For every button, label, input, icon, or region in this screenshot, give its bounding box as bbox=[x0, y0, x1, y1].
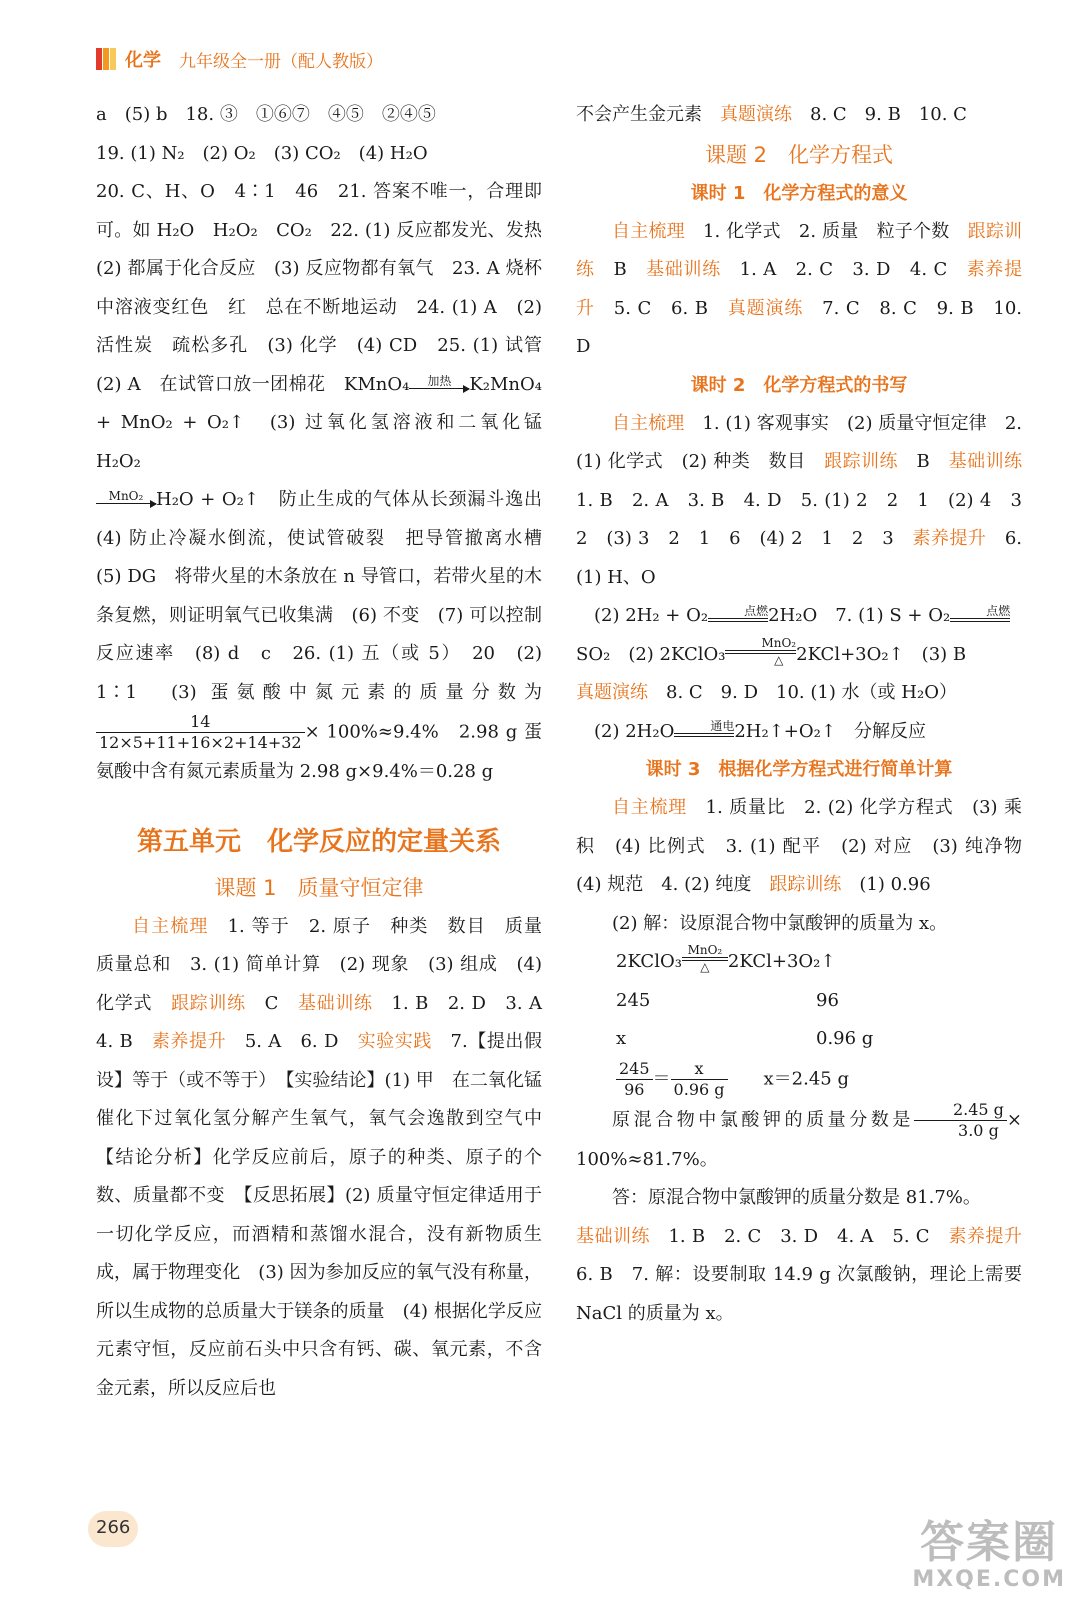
section-tag: 自主梳理 bbox=[612, 220, 685, 242]
left-column bbox=[96, 96, 561, 1408]
section-tag: 真题演练 bbox=[576, 682, 648, 703]
page-header bbox=[96, 44, 383, 74]
continued-line: 不会产生金元素 真题演练 8. C 9. B 10. C bbox=[576, 104, 967, 125]
fraction: $\frac{x}{0.96 g}$ bbox=[671, 1059, 728, 1100]
lesson-title: 课时 3 根据化学方程式进行简单计算 bbox=[645, 759, 953, 780]
section-tag: 基础训练 bbox=[646, 259, 721, 280]
header-book-title: 九年级全一册（配人教版） bbox=[179, 51, 383, 72]
fraction: $\frac{14}{12\times 5+11+16\times 2+14+32}$ bbox=[96, 712, 305, 753]
section-tag: 素养提升 bbox=[912, 528, 987, 549]
solution-line: (2) 解：设原混合物中氯酸钾的质量为 x。 bbox=[612, 912, 948, 934]
lesson-title: 课时 2 化学方程式的书写 bbox=[690, 374, 908, 396]
reaction-condition: 加热 bbox=[409, 375, 469, 389]
section-tag: 实验实践 bbox=[357, 1031, 432, 1052]
calc-row: x 0.96 g bbox=[616, 1028, 874, 1049]
section-tag: 自主梳理 bbox=[132, 915, 209, 937]
page-number: 266 bbox=[96, 1517, 131, 1538]
calc-equation: 2KClO₃ MnO₂ △ 2KCl+3O₂↑ bbox=[616, 943, 836, 974]
lesson-title: 课时 1 化学方程式的意义 bbox=[690, 182, 908, 204]
section-tag: 跟踪训练 bbox=[170, 992, 246, 1014]
unit-title: 第五单元 化学反应的定量关系 bbox=[136, 826, 501, 857]
section-tag: 基础训练 bbox=[576, 1225, 650, 1247]
percentage-line: 原混合物中氯酸钾的质量分数是 $\frac{2.45 g}{3.0 g}$ × 100%≈81.7%。 bbox=[576, 1099, 1022, 1170]
lesson3-more-answers: 基础训练 1. B 2. C 3. D 4. A 5. C 素养提升 6. B 7. 解：设要制取 14.9 g 次氯酸钠，理论上需要 NaCl 的质量为 x。 bbox=[576, 1225, 1023, 1324]
lesson3-answers: 自主梳理 1. 质量比 2. (2) 化学方程式 (3) 乘积 (4) 比例式 3. (1) 配平 (2) 对应 (3) 纯净物 (4) 规范 4. (2) 纯度 跟踪训练 (1) 0.96 bbox=[576, 797, 1040, 895]
section-tag: 跟踪训练 bbox=[576, 220, 1023, 280]
answer-line: a (5) b 18. ③ ①⑥⑦ ④⑤ ②④⑤ bbox=[96, 104, 436, 125]
header-subject: 化学 bbox=[125, 50, 161, 71]
ratio-line: $\frac{245}{96}$ ＝ $\frac{x}{0.96 g}$ x＝2.45 g bbox=[576, 1059, 1022, 1100]
section-tag: 基础训练 bbox=[297, 992, 373, 1014]
fraction: $\frac{245}{96}$ bbox=[616, 1059, 653, 1100]
answer-line: 19. (1) N₂ (2) O₂ (3) CO₂ (4) H₂O bbox=[96, 142, 428, 164]
reaction-condition: 点燃 bbox=[950, 605, 1010, 622]
topic1-answers: 自主梳理 1. 等于 2. 原子 种类 数目 质量 质量总和 3. (1) 简单计算 (2) 现象 (3) 组成 (4) 化学式 跟踪训练 C 基础训练 1. B 2. D 3. A 4. B 素养提升 5. A 6. D 实验实践 7.【提出假设】等于（或不等于） 【实验结论】(1) 甲 在二氧化锰催化下过氧化氢分解产生氧气，氧气会逸散到空气中 【结论分析】化学反应前后，原子的种类、原子的个数、质量都不变 【反思拓展】(2) 质量守恒定律适用于一切化学反应，而酒精和蒸馏水混合，没有新物质生成，属于物理变化 (3) 因为参加反应的氧气没有称量，所以生成物的总质量大于镁条的质量 (4) 根据化学反应元素守恒，反应前石头中只含有钙、碳、氧元素，不含金元素，所以反应后也 bbox=[96, 915, 561, 1399]
section-tag: 自主梳理 bbox=[612, 797, 687, 818]
section-tag: 自主梳理 bbox=[612, 412, 685, 434]
answer-paragraph: 20. C、H、O 4∶1 46 21. 答案不唯一，合理即可。如 H₂O H₂O₂ CO₂ 22. (1) 反应都发光、发热 (2) 都属于化合反应 (3) 反应物都有氧气 23. A 烧杯中溶液变红色 红 总在不断地运动 24. (1) A (2) 活性炭 疏松多孔 (3) 化学 (4) CD 25. (1) 试管 (2) A 在试管口放一团棉花 KMnO₄ 加热 K₂MnO₄ + MnO₂ + O₂↑ (3) 过氧化氢溶液和二氧化锰 H₂O₂ MnO₂ H₂O + O₂↑ 防止生成的气体从长颈漏斗逸出 (4) 防止冷凝水倒流，使试管破裂 把导管撤离水槽 (5) DG 将带火星的木条放在 n 导管口，若带火星的木条复燃，则证明氧气已收集满 (6) 不变 (7) 可以控制反应速率 (8) d c 26. (1) 五（或 5） 20 (2) 1∶1 (3) 蛋氨酸中氮元素的质量分数为 $\frac{14}{12\times 5+11+16\times 2+14+32}$ × 100%≈9.4% 2.98 g 蛋氨酸中含有氮元素质量为 2.98 g×9.4%＝0.28 g bbox=[96, 181, 561, 782]
lesson2-answers: 自主梳理 1. (1) 客观事实 (2) 质量守恒定律 2. (1) 化学式 (2) 种类 数目 跟踪训练 B 基础训练 1. B 2. A 3. B 4. D 5. (1) 2 2 1 (2) 4 3 2 (3) 3 2 1 6 (4) 2 1 2 3 素养提升 6. (1) H、O (2) 2H₂ + O₂ 点燃 2H₂O 7. (1) S + O₂ 点燃 SO₂ (2) 2KClO₃ MnO₂ △ 2KCl+3O₂↑ (3) B 真题演练 8. C 9. D 10. (1) 水（或 H₂O） (2) 2H₂O 通电 2H₂↑+O₂↑ 分解反应 bbox=[576, 412, 1040, 742]
lesson1-answers: 自主梳理 1. 化学式 2. 质量 粒子个数 跟踪训练 B 基础训练 1. A 2. C 3. D 4. C 素养提升 5. C 6. B 真题演练 7. C 8. C 9. B 10. D bbox=[576, 220, 1023, 357]
reaction-condition: MnO₂ △ bbox=[725, 637, 796, 667]
section-tag: 素养提升 bbox=[576, 259, 1023, 319]
reaction-condition: 点燃 bbox=[708, 605, 768, 622]
section-tag: 跟踪训练 bbox=[769, 874, 842, 895]
watermark-logo: 答案圈 MXQE.COM bbox=[912, 1517, 1066, 1592]
calc-row: 245 96 bbox=[616, 989, 839, 1011]
section-tag: 跟踪训练 bbox=[824, 451, 898, 472]
reaction-condition: MnO₂ △ bbox=[682, 944, 728, 974]
section-tag: 真题演练 bbox=[720, 104, 792, 125]
subject-logo-icon bbox=[96, 48, 117, 70]
section-tag: 真题演练 bbox=[727, 297, 804, 319]
section-tag: 素养提升 bbox=[151, 1031, 227, 1052]
fraction: $\frac{2.45 g}{3.0 g}$ bbox=[914, 1100, 1007, 1141]
topic-title: 课题 2 化学方程式 bbox=[704, 142, 894, 167]
topic-title: 课题 1 质量守恒定律 bbox=[214, 875, 424, 900]
section-tag: 基础训练 bbox=[948, 451, 1023, 472]
reaction-condition: MnO₂ bbox=[96, 490, 156, 504]
reaction-condition: 通电 bbox=[674, 720, 734, 737]
right-column bbox=[576, 96, 1040, 1333]
answer-statement: 答：原混合物中氯酸钾的质量分数是 81.7%。 bbox=[612, 1187, 981, 1208]
section-tag: 素养提升 bbox=[948, 1225, 1023, 1247]
